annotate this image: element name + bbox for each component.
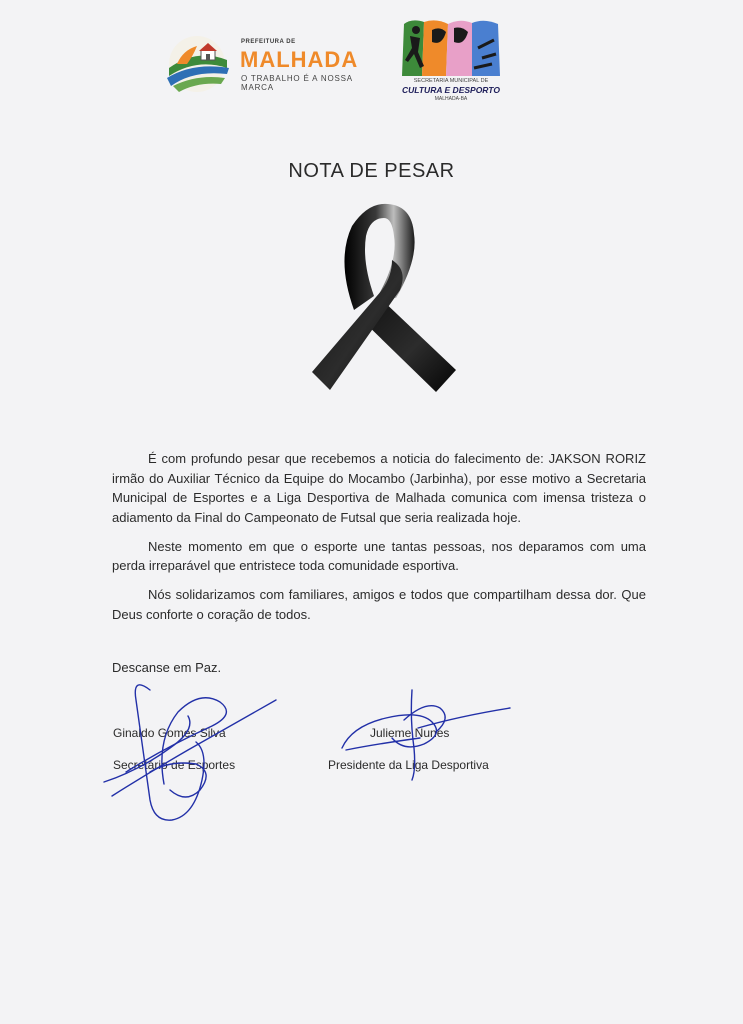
malhada-emblem-icon [163,34,235,94]
body-paragraph-1: É com profundo pesar que recebemos a noticia do falecimento de: JAKSON RORIZ irmão do Auxiliar Técnico da Equipe do Mocambo (Jarbinha), por esse motivo a Secretaria Municipal de Esportes e a Liga Desportiva de Malhada comunica com imensa tristeza o adiamento da Final do Campeonato de Futsal que seria realizada hoje. [112,451,646,525]
secretariat-logo-name: CULTURA E DESPORTO [402,85,500,95]
closing-line: Descanse em Paz. [112,660,222,675]
mourning-ribbon-icon [308,200,458,395]
culture-sport-secretariat-logo [398,18,508,103]
secretariat-logo-label: SECRETARIA MUNICIPAL DE [413,78,489,84]
signatory-1-role: Secretário de Esportes [113,758,236,772]
malhada-municipal-logo [163,30,383,96]
document-title: NOTA DE PESAR [288,160,455,182]
body-paragraph-3: Nós solidarizamos com familiares, amigos e todos que compartilham dessa dor. Que Deus conforte o coração de todos. [112,587,646,622]
signatory-2-role: Presidente da Liga Desportiva [328,758,489,772]
secretariat-logo-city: MALHADA-BA [434,96,468,102]
signatory-1-name: Ginaldo Gomes Silva [113,726,226,740]
municipal-logo-name: MALHADA [240,47,359,72]
municipal-logo-slogan: O TRABALHO É A NOSSA MARCA [241,74,353,92]
signatory-2-name: Julieme Nunes [370,726,450,740]
body-text [112,449,646,634]
municipal-logo-prefix: PREFEITURA DE [241,39,296,45]
culture-sport-emblem-icon [402,18,500,78]
body-paragraph-2: Neste momento em que o esporte une tantas pessoas, nos deparamos com uma perda irreparável que entristece toda comunidade esportiva. [112,538,646,573]
signatory-1-signature [104,685,276,820]
